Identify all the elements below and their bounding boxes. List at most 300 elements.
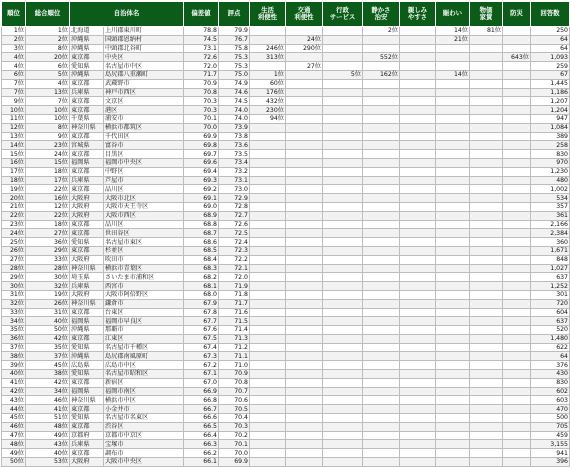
deviation-cell: 68.9	[184, 211, 219, 220]
deviation-cell: 69.9	[184, 132, 219, 141]
rank-cell: 45位	[2, 414, 26, 423]
prefecture-cell: 愛知県	[70, 62, 104, 71]
bustle-cell	[436, 88, 470, 97]
responses-cell: 2,384	[531, 229, 570, 238]
deviation-cell: 70.0	[184, 123, 219, 132]
transport-cell	[286, 290, 323, 299]
rank-cell: 14位	[2, 141, 26, 150]
responses-cell: 1,027	[531, 264, 570, 273]
col-header: 自治体名	[70, 2, 184, 27]
table-row	[2, 62, 570, 71]
overall-rank-cell: 8位	[26, 123, 70, 132]
table-row	[2, 431, 570, 440]
deviation-cell: 68.1	[184, 282, 219, 291]
living-cell	[250, 62, 286, 71]
transport-cell	[286, 414, 323, 423]
disaster-cell	[503, 238, 531, 247]
responses-cell: 500	[531, 414, 570, 423]
quiet-cell	[363, 106, 400, 115]
friendly-cell	[400, 141, 436, 150]
bustle-cell	[436, 273, 470, 282]
quiet-cell	[363, 229, 400, 238]
municipality-cell: 島尻郡南風原町	[104, 352, 184, 361]
admin-cell	[323, 334, 363, 343]
responses-cell: 470	[531, 405, 570, 414]
score-cell: 72.5	[219, 229, 250, 238]
prefecture-cell: 沖縄県	[70, 326, 104, 335]
quiet-cell	[363, 282, 400, 291]
municipality-cell: 大阪市西区	[104, 211, 184, 220]
price-cell	[470, 458, 503, 467]
rank-cell: 9位	[2, 97, 26, 106]
price-cell	[470, 440, 503, 449]
disaster-cell	[503, 255, 531, 264]
table-row	[2, 167, 570, 176]
municipality-cell: 大阪市中央区	[104, 458, 184, 467]
admin-cell	[323, 106, 363, 115]
overall-rank-cell: 30位	[26, 273, 70, 282]
price-cell	[470, 211, 503, 220]
price-cell	[470, 405, 503, 414]
score-cell: 70.7	[219, 387, 250, 396]
transport-cell	[286, 273, 323, 282]
price-cell	[470, 53, 503, 62]
admin-cell	[323, 405, 363, 414]
friendly-cell	[400, 106, 436, 115]
transport-cell	[286, 387, 323, 396]
prefecture-cell: 沖縄県	[70, 44, 104, 53]
rank-cell: 43位	[2, 396, 26, 405]
disaster-cell	[503, 97, 531, 106]
transport-cell	[286, 176, 323, 185]
admin-cell	[323, 414, 363, 423]
admin-cell	[323, 370, 363, 379]
table-row	[2, 132, 570, 141]
rank-cell: 1位	[2, 27, 26, 36]
overall-rank-cell: 29位	[26, 246, 70, 255]
col-header: 生活 利便性	[250, 2, 286, 27]
living-cell: 432位	[250, 97, 286, 106]
score-cell: 70.3	[219, 422, 250, 431]
admin-cell	[323, 449, 363, 458]
quiet-cell	[363, 246, 400, 255]
admin-cell	[323, 431, 363, 440]
col-header: 防災	[503, 2, 531, 27]
price-cell	[470, 158, 503, 167]
prefecture-cell: 東京都	[70, 106, 104, 115]
overall-rank-cell: 6位	[26, 62, 70, 71]
friendly-cell	[400, 422, 436, 431]
prefecture-cell: 広島県	[70, 361, 104, 370]
price-cell	[470, 123, 503, 132]
responses-cell: 970	[531, 158, 570, 167]
bustle-cell	[436, 114, 470, 123]
price-cell	[470, 299, 503, 308]
rank-cell: 41位	[2, 378, 26, 387]
table-row	[2, 317, 570, 326]
overall-rank-cell: 36位	[26, 238, 70, 247]
rank-cell: 18位	[2, 176, 26, 185]
friendly-cell	[400, 44, 436, 53]
admin-cell	[323, 97, 363, 106]
admin-cell	[323, 220, 363, 229]
disaster-cell	[503, 123, 531, 132]
rank-cell: 24位	[2, 229, 26, 238]
living-cell	[250, 202, 286, 211]
deviation-cell: 72.0	[184, 62, 219, 71]
col-header: 評点	[219, 2, 250, 27]
municipality-cell: 広島市中区	[104, 361, 184, 370]
living-cell	[250, 405, 286, 414]
price-cell	[470, 220, 503, 229]
bustle-cell	[436, 132, 470, 141]
score-cell: 71.3	[219, 334, 250, 343]
admin-cell	[323, 352, 363, 361]
bustle-cell	[436, 299, 470, 308]
quiet-cell	[363, 458, 400, 467]
bustle-cell	[436, 308, 470, 317]
disaster-cell	[503, 440, 531, 449]
transport-cell	[286, 88, 323, 97]
friendly-cell	[400, 273, 436, 282]
municipality-cell: 港区	[104, 106, 184, 115]
disaster-cell	[503, 194, 531, 203]
deviation-cell: 69.6	[184, 158, 219, 167]
municipality-cell: 名古屋市昭和区	[104, 370, 184, 379]
rank-cell: 37位	[2, 343, 26, 352]
disaster-cell	[503, 70, 531, 79]
municipality-cell: 横浜市都筑区	[104, 123, 184, 132]
price-cell	[470, 167, 503, 176]
living-cell	[250, 246, 286, 255]
price-cell	[470, 273, 503, 282]
rank-cell: 50位	[2, 458, 26, 467]
overall-rank-cell: 50位	[26, 326, 70, 335]
prefecture-cell: 沖縄県	[70, 70, 104, 79]
transport-cell	[286, 150, 323, 159]
quiet-cell	[363, 141, 400, 150]
score-cell: 74.9	[219, 79, 250, 88]
price-cell	[470, 114, 503, 123]
overall-rank-cell: 1位	[26, 27, 70, 36]
responses-cell: 1,002	[531, 185, 570, 194]
municipality-cell: 品川区	[104, 220, 184, 229]
friendly-cell	[400, 158, 436, 167]
living-cell	[250, 299, 286, 308]
deviation-cell: 67.3	[184, 352, 219, 361]
admin-cell	[323, 132, 363, 141]
rank-cell: 49位	[2, 449, 26, 458]
friendly-cell	[400, 264, 436, 273]
admin-cell	[323, 62, 363, 71]
score-cell: 71.4	[219, 326, 250, 335]
prefecture-cell: 東京都	[70, 229, 104, 238]
table-row	[2, 150, 570, 159]
deviation-cell: 69.2	[184, 185, 219, 194]
rank-cell: 10位	[2, 106, 26, 115]
municipality-cell: 品川区	[104, 185, 184, 194]
responses-cell: 259	[531, 62, 570, 71]
quiet-cell	[363, 440, 400, 449]
table-row	[2, 378, 570, 387]
responses-cell: 64	[531, 35, 570, 44]
score-cell: 71.9	[219, 282, 250, 291]
prefecture-cell: 福岡県	[70, 387, 104, 396]
friendly-cell	[400, 97, 436, 106]
disaster-cell	[503, 282, 531, 291]
table-row	[2, 246, 570, 255]
responses-cell: 830	[531, 150, 570, 159]
transport-cell	[286, 202, 323, 211]
responses-cell: 360	[531, 238, 570, 247]
score-cell: 75.8	[219, 44, 250, 53]
disaster-cell	[503, 150, 531, 159]
municipality-cell: 上川郡東川町	[104, 27, 184, 36]
overall-rank-cell: 42位	[26, 334, 70, 343]
prefecture-cell: 東京都	[70, 150, 104, 159]
responses-cell: 480	[531, 176, 570, 185]
table-row	[2, 35, 570, 44]
score-cell: 72.2	[219, 255, 250, 264]
score-cell: 73.6	[219, 141, 250, 150]
living-cell	[250, 290, 286, 299]
deviation-cell: 66.8	[184, 396, 219, 405]
living-cell	[250, 422, 286, 431]
municipality-cell: 小金井市	[104, 405, 184, 414]
score-cell: 74.6	[219, 88, 250, 97]
bustle-cell	[436, 449, 470, 458]
score-cell: 74.0	[219, 114, 250, 123]
responses-cell: 1,186	[531, 88, 570, 97]
living-cell	[250, 211, 286, 220]
table-row	[2, 27, 570, 36]
table-row	[2, 422, 570, 431]
overall-rank-cell: 5位	[26, 70, 70, 79]
living-cell	[250, 229, 286, 238]
deviation-cell: 70.3	[184, 106, 219, 115]
responses-cell: 1,093	[531, 53, 570, 62]
col-header: 賑わい	[436, 2, 470, 27]
bustle-cell	[436, 62, 470, 71]
living-cell: 1位	[250, 70, 286, 79]
quiet-cell	[363, 405, 400, 414]
prefecture-cell: 東京都	[70, 185, 104, 194]
admin-cell	[323, 238, 363, 247]
prefecture-cell: 東京都	[70, 53, 104, 62]
transport-cell	[286, 53, 323, 62]
quiet-cell	[363, 194, 400, 203]
municipality-cell: 横浜市青葉区	[104, 264, 184, 273]
price-cell	[470, 132, 503, 141]
table-row	[2, 440, 570, 449]
overall-rank-cell: 10位	[26, 106, 70, 115]
friendly-cell	[400, 308, 436, 317]
overall-rank-cell: 51位	[26, 414, 70, 423]
prefecture-cell: 愛知県	[70, 238, 104, 247]
price-cell	[470, 343, 503, 352]
table-row	[2, 53, 570, 62]
quiet-cell	[363, 326, 400, 335]
header-row	[2, 2, 570, 27]
score-cell: 71.6	[219, 308, 250, 317]
living-cell	[250, 458, 286, 467]
transport-cell: 27位	[286, 62, 323, 71]
quiet-cell	[363, 273, 400, 282]
bustle-cell	[436, 405, 470, 414]
transport-cell	[286, 211, 323, 220]
transport-cell	[286, 27, 323, 36]
admin-cell	[323, 290, 363, 299]
overall-rank-cell: 22位	[26, 211, 70, 220]
overall-rank-cell: 4位	[26, 79, 70, 88]
price-cell	[470, 255, 503, 264]
friendly-cell	[400, 246, 436, 255]
bustle-cell	[436, 202, 470, 211]
disaster-cell	[503, 405, 531, 414]
disaster-cell	[503, 185, 531, 194]
disaster-cell	[503, 422, 531, 431]
transport-cell	[286, 326, 323, 335]
quiet-cell	[363, 79, 400, 88]
transport-cell	[286, 370, 323, 379]
table-row	[2, 141, 570, 150]
deviation-cell: 70.1	[184, 114, 219, 123]
bustle-cell: 14位	[436, 70, 470, 79]
bustle-cell: 21位	[436, 35, 470, 44]
admin-cell	[323, 79, 363, 88]
admin-cell	[323, 422, 363, 431]
friendly-cell	[400, 361, 436, 370]
price-cell	[470, 361, 503, 370]
rank-cell: 19位	[2, 185, 26, 194]
deviation-cell: 67.5	[184, 334, 219, 343]
quiet-cell	[363, 62, 400, 71]
responses-cell: 2,166	[531, 220, 570, 229]
admin-cell	[323, 202, 363, 211]
score-cell: 75.0	[219, 70, 250, 79]
prefecture-cell: 神奈川県	[70, 123, 104, 132]
admin-cell	[323, 176, 363, 185]
price-cell	[470, 70, 503, 79]
transport-cell	[286, 167, 323, 176]
prefecture-cell: 神奈川県	[70, 299, 104, 308]
bustle-cell	[436, 422, 470, 431]
deviation-cell: 68.2	[184, 273, 219, 282]
overall-rank-cell: 10位	[26, 114, 70, 123]
prefecture-cell: 大阪府	[70, 255, 104, 264]
rank-cell: 42位	[2, 387, 26, 396]
deviation-cell: 67.6	[184, 326, 219, 335]
friendly-cell	[400, 185, 436, 194]
score-cell: 70.0	[219, 449, 250, 458]
score-cell: 75.3	[219, 53, 250, 62]
price-cell: 81位	[470, 27, 503, 36]
quiet-cell	[363, 352, 400, 361]
municipality-cell: 中央区	[104, 53, 184, 62]
transport-cell	[286, 396, 323, 405]
responses-cell: 301	[531, 290, 570, 299]
quiet-cell	[363, 264, 400, 273]
rank-cell: 44位	[2, 405, 26, 414]
quiet-cell	[363, 317, 400, 326]
transport-cell	[286, 246, 323, 255]
municipality-cell: 宝塚市	[104, 440, 184, 449]
prefecture-cell: 福岡県	[70, 317, 104, 326]
admin-cell	[323, 343, 363, 352]
living-cell	[250, 194, 286, 203]
living-cell	[250, 123, 286, 132]
disaster-cell	[503, 220, 531, 229]
friendly-cell	[400, 27, 436, 36]
overall-rank-cell: 19位	[26, 290, 70, 299]
table-row	[2, 405, 570, 414]
responses-cell: 361	[531, 211, 570, 220]
bustle-cell	[436, 387, 470, 396]
prefecture-cell: 神奈川県	[70, 264, 104, 273]
friendly-cell	[400, 449, 436, 458]
living-cell	[250, 238, 286, 247]
living-cell	[250, 158, 286, 167]
transport-cell	[286, 334, 323, 343]
score-cell: 73.8	[219, 132, 250, 141]
friendly-cell	[400, 317, 436, 326]
overall-rank-cell: 2位	[26, 35, 70, 44]
living-cell	[250, 167, 286, 176]
friendly-cell	[400, 123, 436, 132]
responses-cell: 64	[531, 352, 570, 361]
municipality-cell: 大阪市北区	[104, 194, 184, 203]
transport-cell	[286, 405, 323, 414]
friendly-cell	[400, 132, 436, 141]
admin-cell	[323, 299, 363, 308]
responses-cell: 604	[531, 308, 570, 317]
table-row	[2, 88, 570, 97]
price-cell	[470, 414, 503, 423]
living-cell	[250, 27, 286, 36]
deviation-cell: 66.2	[184, 449, 219, 458]
friendly-cell	[400, 150, 436, 159]
responses-cell: 67	[531, 70, 570, 79]
disaster-cell	[503, 158, 531, 167]
responses-cell: 622	[531, 343, 570, 352]
admin-cell	[323, 264, 363, 273]
friendly-cell	[400, 334, 436, 343]
admin-cell	[323, 53, 363, 62]
friendly-cell	[400, 378, 436, 387]
deviation-cell: 67.7	[184, 317, 219, 326]
table-row	[2, 414, 570, 423]
overall-rank-cell: 33位	[26, 255, 70, 264]
living-cell	[250, 396, 286, 405]
municipality-cell: 杉並区	[104, 246, 184, 255]
disaster-cell	[503, 299, 531, 308]
bustle-cell	[436, 123, 470, 132]
bustle-cell	[436, 343, 470, 352]
admin-cell	[323, 194, 363, 203]
friendly-cell	[400, 352, 436, 361]
disaster-cell	[503, 211, 531, 220]
bustle-cell	[436, 440, 470, 449]
admin-cell	[323, 282, 363, 291]
municipality-cell: 神戸市西区	[104, 88, 184, 97]
deviation-cell: 70.3	[184, 97, 219, 106]
living-cell	[250, 387, 286, 396]
friendly-cell	[400, 405, 436, 414]
responses-cell: 637	[531, 273, 570, 282]
deviation-cell: 74.5	[184, 35, 219, 44]
admin-cell: 5位	[323, 70, 363, 79]
deviation-cell: 69.8	[184, 141, 219, 150]
